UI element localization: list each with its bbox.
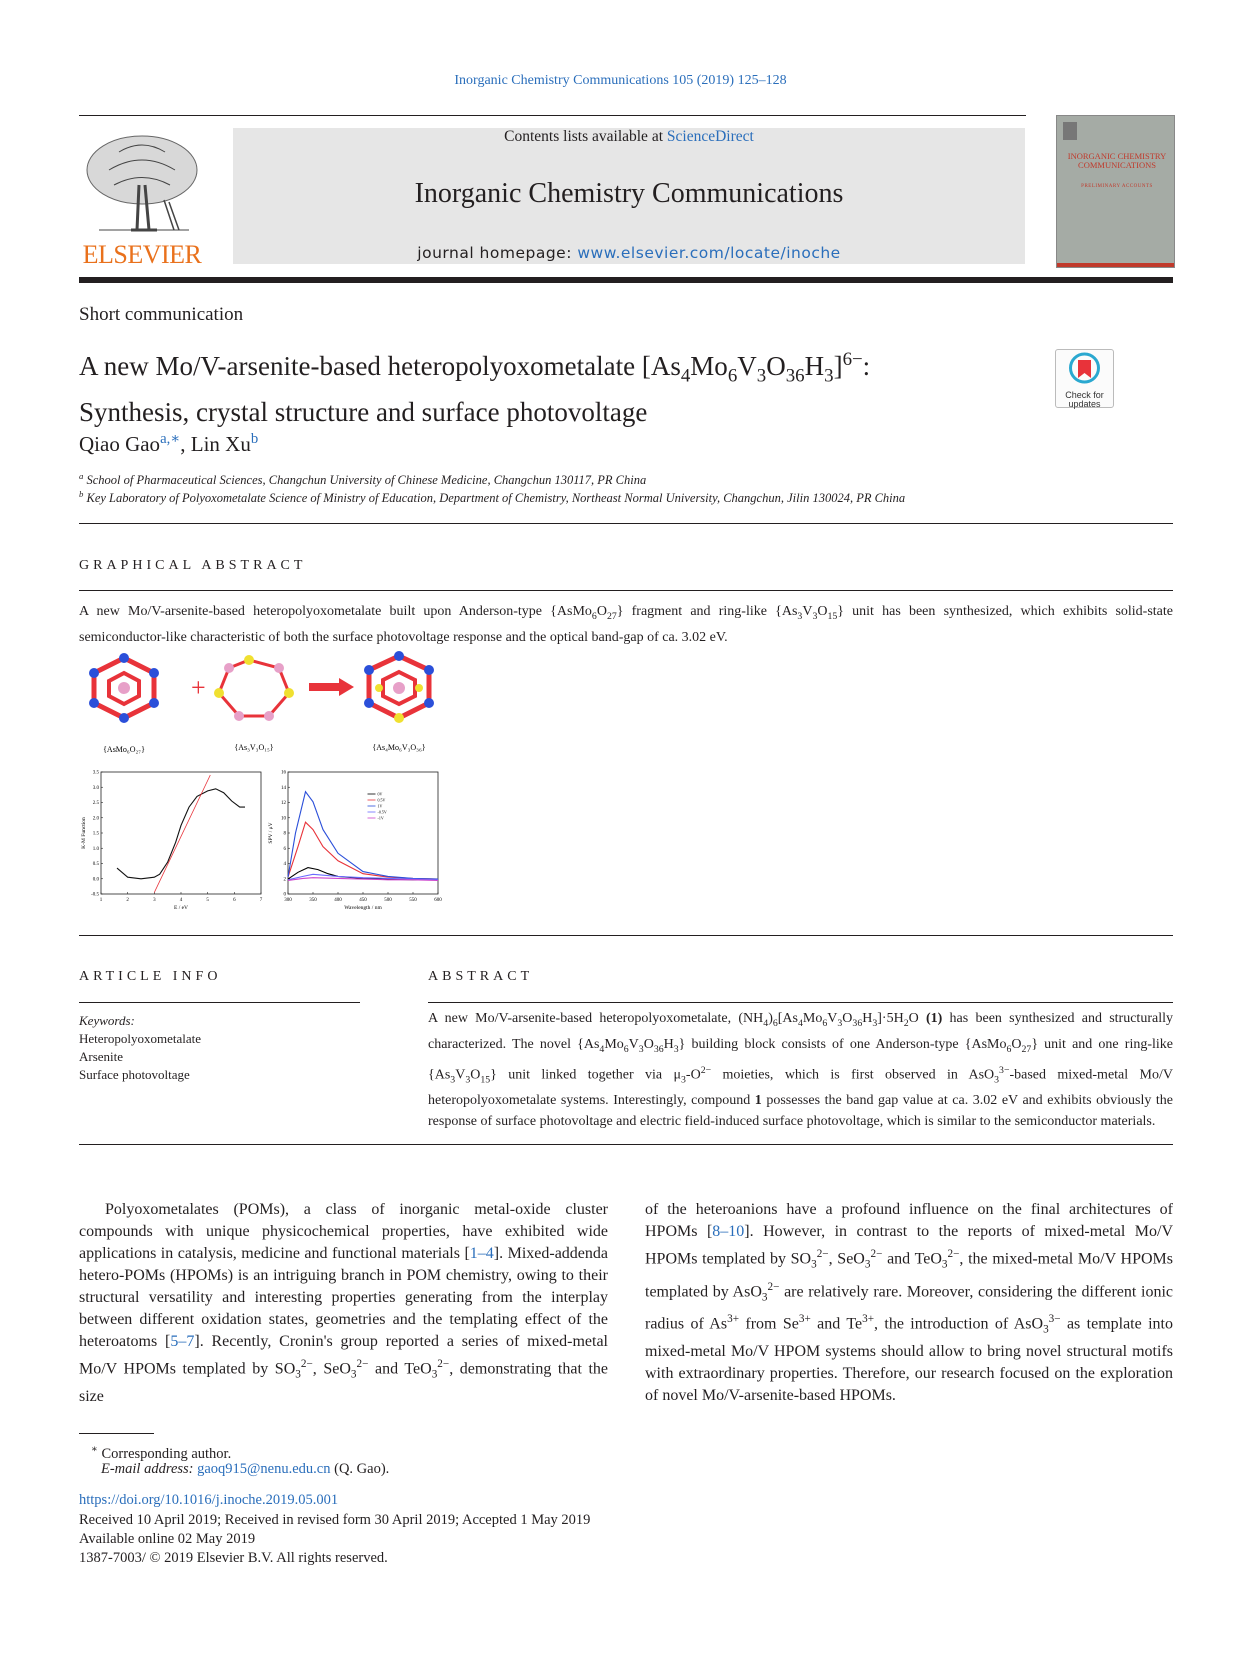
footnote-rule [79,1433,154,1434]
received-dates: Received 10 April 2019; Received in revised form 30 April 2019; Accepted 1 May 2019 [79,1512,591,1528]
x-axis-label: E / eV [173,905,189,911]
product-cluster-icon [364,651,434,723]
divider [428,1002,1173,1003]
structure-label-1: {AsMo₆O₂₇} [103,745,145,754]
keyword-item[interactable]: Heteropolyoxometalate [79,1031,202,1046]
divider [79,1144,1173,1145]
plot-frame [288,772,438,894]
ring-unit-icon [214,655,294,721]
available-online: Available online 02 May 2019 [79,1531,256,1547]
y-tick-label: 10 [281,816,286,822]
corresponding-note: ∗ Corresponding author. [91,1444,232,1462]
keyword-item[interactable]: Arsenite [79,1049,124,1064]
y-tick-label: 1.0 [92,846,99,852]
y-tick-label: 1.5 [92,831,99,837]
ga-text-3: } unit has been synthesized, which exhibits solid-state semiconductor-like characteristic of both the surface photovoltage response and the optical band-gap of ca. 3.02 eV. [79,604,1174,645]
keyword-item[interactable]: Surface photovoltage [79,1067,190,1082]
crossmark-icon [1056,350,1113,386]
sciencedirect-link[interactable]: ScienceDirect [666,128,754,145]
x-tick-label: 2 [126,898,129,903]
crossmark-label-2: updates [1068,399,1101,409]
divider [79,523,1173,524]
anderson-cluster-icon [89,653,159,723]
x-tick-label: 5 [206,898,209,903]
author-2[interactable]: Lin Xu [190,432,251,456]
y-tick-label: 14 [281,785,286,791]
y-tick-label: 6 [283,846,286,852]
legend-label: -0.5V [377,809,387,815]
y-tick-label: 4 [283,862,286,868]
author-2-marks[interactable]: b [250,431,259,447]
check-for-updates-button[interactable] [1055,349,1114,408]
affiliation-a: $^a$ School of Pharmaceutical Sciences, Changchun University of Chinese Medicine, Changchun 130117, PR China [79,471,647,488]
title-line-2: Synthesis, crystal structure and surface photovoltage [79,397,648,428]
x-tick-label: 500 [384,898,392,903]
ga-text-2: } fragment and ring-like {As [616,604,798,619]
x-tick-label: 7 [259,898,263,903]
body-right-column: of the heteroanions have a profound influence on the final architectures of HPOMs [8–10]. However, in contrast to the reports of mixed-metal Mo/V HPOMs templated by $SO_3^{2-}$, SeO$_3^{2-}$ and TeO$_3^{2-}$, the mixed-metal Mo/V HPOMs templated by AsO$_3^{2-}$ are relatively rare. Moreover, considering the different ionic radius of $As^{3+}$ from $Se^{3+}$ and $Te^{3+}$, the introduction of AsO$_3^{3-}$ as template into mixed-metal Mo/V HPOM systems should allow to bring novel structural motifs with extraordinary properties. Therefore, our research focused on the exploration of novel Mo/V-arsenite-based HPOMs. [645,1201,1174,1404]
elsevier-wordmark: ELSEVIER [82,240,202,269]
graphical-abstract-heading: GRAPHICAL ABSTRACT [79,558,307,573]
legend-label: 1V [377,803,383,809]
author-1[interactable]: Qiao Gao [79,432,161,456]
copyright: 1387-7003/ © 2019 Elsevier B.V. All rights reserved. [79,1550,388,1566]
x-axis-label: Wavelength / nm [344,905,382,911]
body-left-column: Polyoxometalates (POMs), a class of inorganic metal-oxide cluster compounds with unique physicochemical properties, have exhibited wide applications in catalysis, medicine and functional materials [1–4]. Mixed-addenda hetero-POMs (HPOMs) is an intriguing branch in POM chemistry, owing to their structural versatility and interesting properties generating from the interplay between different oxidation states, geometries and the templating effect of the heteroatoms [5–7]. Recently, Cronin's group reported a series of mixed-metal Mo/V HPOMs templated by $SO_3^{2-}$, SeO$_3^{2-}$ and TeO$_3^{2-}$, demonstrating that the size [79,1201,609,1405]
citation-link[interactable]: 8–10 [712,1223,745,1240]
y-tick-label: 2 [283,877,286,883]
structure-label-3: {As₄Mo₆V₃O₃₆} [372,743,426,752]
author-separator: , [180,432,191,456]
contents-line [233,128,1025,146]
citation-link[interactable]: 1–4 [469,1245,494,1262]
x-tick-label: 450 [359,898,367,903]
series-line [288,792,438,879]
email-line [101,1459,389,1479]
series-line [288,822,438,879]
legend-label: 0V [377,791,383,797]
y-tick-label: 2.0 [92,816,99,822]
cover-subtitle: PRELIMINARY ACCOUNTS [1081,184,1153,189]
y-tick-label: 0 [283,892,286,898]
divider [79,590,1173,591]
keywords-label: Keywords: [79,1013,135,1028]
email-suffix: (Q. Gao). [330,1461,390,1477]
y-tick-label: 8 [283,831,286,837]
x-tick-label: 600 [434,898,442,903]
y-tick-label: 3.5 [92,770,99,776]
cover-title: INORGANIC CHEMISTRY COMMUNICATIONS [1067,151,1167,170]
y-tick-label: 0.5 [92,862,99,868]
journal-homepage [233,244,1025,262]
series-line [154,775,210,893]
affiliation-a-text: School of Pharmaceutical Sciences, Changchun University of Chinese Medicine, Changchun 130117, PR China [86,473,647,488]
x-tick-label: 3 [153,898,156,903]
x-tick-label: 4 [179,898,183,903]
author-1-marks[interactable]: a,∗ [160,431,181,447]
article-title: A new Mo/V-arsenite-based heteropolyoxometalate $[As_4Mo_6V_3O_{36}H_3]^{6-}$: Synthesis, crystal structure and surface photovoltage [79,349,871,428]
legend-label: 0.5V [377,797,386,803]
reaction-arrow-icon [309,678,354,696]
author-list [79,430,258,457]
spv-chart [270,766,450,924]
crossmark-label-1: Check for [1065,390,1104,400]
affiliation-b: $^b$ Key Laboratory of Polyoxometalate Science of Ministry of Education, Department of Chemistry, Northeast Normal University, Changchun, Jilin 130024, PR China [79,489,906,506]
km-chart [79,766,269,924]
divider [79,935,1173,936]
journal-cover-thumbnail[interactable] [1056,115,1175,268]
y-tick-label: 12 [281,801,286,807]
corresponding-text: Corresponding author. [101,1445,232,1462]
body-left-p1: Polyoxometalates (POMs), a class of inorganic metal-oxide cluster compounds with unique physicochemical properties, have exhibited wide applications in catalysis, medicine and functional materials [ [79,1201,608,1262]
email-link[interactable]: gaoq915@nenu.edu.cn [197,1461,331,1477]
affiliation-b-text: Key Laboratory of Polyoxometalate Science of Ministry of Education, Department of Chemistry, Northeast Normal University, Changchun, Jilin 130024, PR China [86,491,906,506]
series-line [117,789,245,879]
y-tick-label: 2.5 [92,801,99,807]
x-tick-label: 350 [309,898,317,903]
structure-figure [79,648,449,758]
title-part: A new Mo/V-arsenite-based heteropolyoxometalate [As [79,351,681,381]
email-label: E-mail address: [101,1461,198,1477]
x-tick-label: 400 [334,898,342,903]
graphical-abstract-text: A new Mo/V-arsenite-based heteropolyoxometalate built upon Anderson-type $\{AsMo_6O_{27}\}$ fragment and ring-like $\{As_3V_3O_{15}\}$ unit has been synthesized, which exhibits solid-state semiconductor-like characteristic of both the surface photovoltage response and the optical band-gap of ca. 3.02 eV. [79,604,1174,645]
cover-bottom-bar [1057,263,1174,267]
contents-prefix: Contents lists available at [504,128,667,145]
plus-icon: + [191,673,206,702]
citation-link[interactable]: 5–7 [170,1333,195,1350]
ga-text-1: A new Mo/V-arsenite-based heteropolyoxometalate built upon Anderson-type {AsMo [79,604,592,619]
divider [79,1002,360,1003]
x-tick-label: 6 [233,898,236,903]
x-tick-label: 1 [99,898,103,903]
homepage-link[interactable]: www.elsevier.com/locate/inoche [577,244,841,262]
y-axis-label: SPV / μV [268,822,274,844]
y-axis-label: K-M Function [81,817,87,849]
header-thick-rule [79,277,1173,283]
journal-reference[interactable]: Inorganic Chemistry Communications 105 (2019) 125–128 [454,73,787,88]
header-rule [79,115,1026,116]
y-tick-label: 0.0 [92,877,99,883]
journal-title: Inorganic Chemistry Communications [414,178,844,209]
doi-link[interactable]: https://doi.org/10.1016/j.inoche.2019.05.001 [79,1492,339,1508]
cover-logo-icon [1063,122,1077,140]
structure-label-2: {As₃V₃O₁₅} [234,743,274,752]
x-tick-label: 300 [284,898,292,903]
article-type: Short communication [79,304,244,325]
y-tick-label: -0.5 [91,892,99,898]
x-tick-label: 550 [409,898,417,903]
article-info-heading: ARTICLE INFO [79,969,222,984]
y-tick-label: 16 [281,770,286,776]
legend-label: -1V [377,815,384,821]
y-tick-label: 3.0 [92,785,99,791]
plot-frame [101,772,261,894]
homepage-prefix: journal homepage: [417,244,578,262]
abstract-text: A new Mo/V-arsenite-based heteropolyoxometalate, $(NH_4)_6[As_4Mo_6V_3O_{36}H_3]\cdot 5H_2O$ (1) has been synthesized and structurally characterized. The novel $\{As_4Mo_6V_3O_{36}H_3\}$ building block consists of one Anderson-type $\{AsMo_6O_{27}\}$ unit and one ring-like $\{As_3V_3O_{15}\}$ unit linked together via $\mu_3-O^{2-}$ moieties, which is first observed in AsO$_3^{3-}$-based mixed-metal Mo/V heteropolyoxometalate systems. Interestingly, compound 1 possesses the band gap value at ca. 3.02 eV and exhibits obviously the response of surface photovoltage and electric field-induced surface photovoltage, which is similar to the semiconductor materials. [428,1011,1173,1130]
abstract-heading: ABSTRACT [428,969,534,984]
